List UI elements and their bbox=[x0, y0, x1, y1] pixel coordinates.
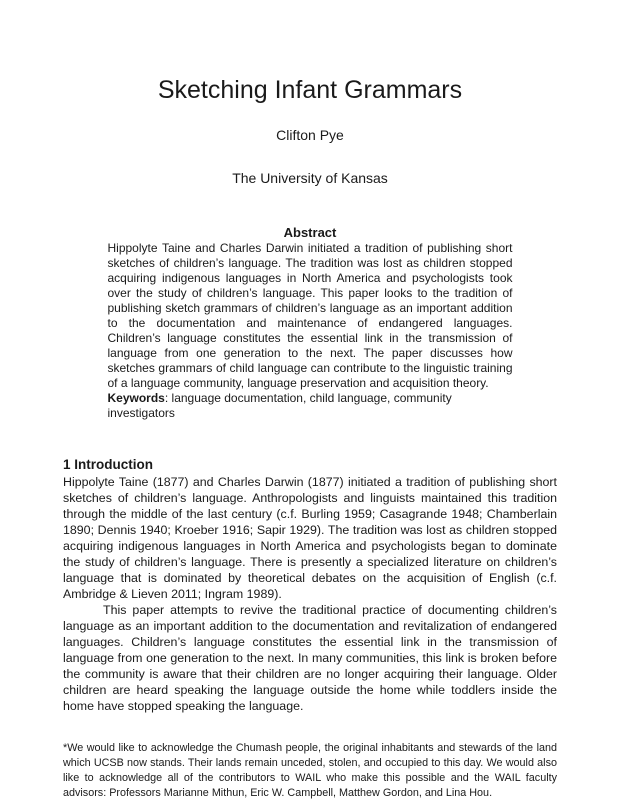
page-title: Sketching Infant Grammars bbox=[157, 76, 463, 104]
intro-paragraph-2: This paper attempts to revive the traditional practice of documenting children’s language as an important addition to the documentation and revitalization of endangered languages. Children’s language constitutes the essential link in the transmission of language from one generation to the next. In many communities, this link is broken before the community is aware that their children are no longer acquiring their language. Older children are heard speaking the language outside the home while toddlers inside the home have stopped speaking the language. bbox=[63, 603, 557, 713]
intro-paragraph-1: Hippolyte Taine (1877) and Charles Darwin (1877) initiated a tradition of publishing short sketches of children’s language. Anthropologists and linguists maintained this tradition through the middle of the last century (c.f. Burling 1959; Casagrande 1948; Chamberlain 1890; Dennis 1940; Kroeber 1916; Sapir 1929). The tradition was lost as children stopped acquiring indigenous languages in North America and psychologists began to dominate the study of children’s language. There is presently a specialized literature on children’s language that is dominated by theoretical debates on the acquisition of English (c.f. Ambridge & Lieven 2011; Ingram 1989). bbox=[63, 475, 557, 601]
section-heading: 1 Introduction bbox=[63, 457, 153, 472]
acknowledgment-footnote: *We would like to acknowledge the Chumash people, the original inhabitants and stewards of the land which UCSB now stands. Their lands remain unceded, stolen, and occupied to this day. We would also like to acknowledge all of the contributors to WAIL who make this possible and the WAIL faculty advisors: Professors Marianne Mithun, Eric W. Campbell, Matthew Gordon, and Lina Hou. bbox=[63, 742, 557, 799]
abstract-heading: Abstract bbox=[283, 225, 337, 240]
section-introduction bbox=[63, 457, 557, 714]
abstract-block bbox=[108, 225, 513, 421]
keywords-label: Keywords bbox=[107, 391, 165, 405]
keywords-line bbox=[108, 391, 513, 421]
author-affiliation: The University of Kansas bbox=[232, 170, 388, 186]
author-name: Clifton Pye bbox=[276, 127, 344, 143]
keywords-text: : language documentation, child language, community investigators bbox=[107, 391, 452, 420]
abstract-text: Hippolyte Taine and Charles Darwin initiated a tradition of publishing short sketches of children’s language. The tradition was lost as children stopped acquiring indigenous languages in North America and psychologists took over the study of children’s language. This paper looks to the tradition of publishing sketch grammars of children’s language as an important addition to the documentation and maintenance of endangered languages. Children’s language constitutes the essential link in the transmission of language from one generation to the next. The paper discusses how sketches grammars of child language can contribute to the linguistic training of a language community, language preservation and acquisition theory. bbox=[107, 241, 513, 390]
